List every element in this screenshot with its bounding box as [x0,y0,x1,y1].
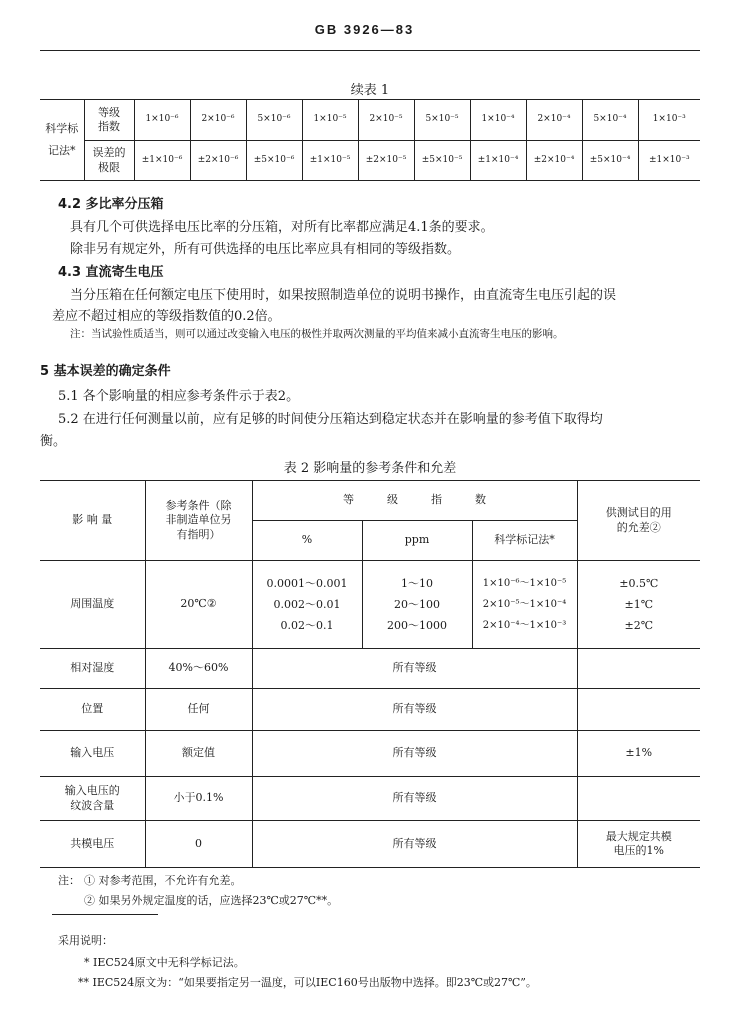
header-influence: 影 响 量 [40,481,145,561]
input-voltage-reference: 额定值 [145,731,252,777]
ripple-grades: 所有等级 [252,777,577,821]
table1-caption: 续表 1 [350,83,390,98]
limit-cell: ±1×10⁻⁵ [302,141,358,181]
limit-cell: ±1×10⁻⁴ [470,141,526,181]
section-4-2-title: 4.2 多比率分压箱 [58,197,164,212]
humidity-name: 相对湿度 [40,649,145,689]
input-voltage-grades: 所有等级 [252,731,577,777]
limit-cell: ±2×10⁻⁵ [358,141,414,181]
header-rule [40,50,700,51]
position-tolerance [577,689,700,731]
standard-code-header: GB 3926—83 [314,22,415,37]
header-scientific: 科学标记法* [472,521,577,561]
grade-cell: 1×10⁻³ [638,100,700,141]
common-mode-name: 共模电压 [40,821,145,868]
section-5-2-line-2: 衡。 [40,434,67,449]
table1-row-label: 科学标 记法* [40,100,84,181]
table2-caption: 表 2 影响量的参考条件和允差 [283,461,457,476]
header-percent: % [252,521,362,561]
header-ppm: ppm [362,521,472,561]
humidity-grades: 所有等级 [252,649,577,689]
section-5-title: 5 基本误差的确定条件 [40,364,171,379]
ripple-tolerance [577,777,700,821]
section-5-2-line-1: 5.2 在进行任何测量以前，应有足够的时间使分压箱达到稳定状态并在影响量的参考值下取得均 [58,412,603,427]
limit-cell: ±5×10⁻⁶ [246,141,302,181]
adoption-note-1: * IEC524原文中无科学标记法。 [84,956,245,969]
grade-cell: 2×10⁻⁵ [358,100,414,141]
humidity-tolerance [577,649,700,689]
limit-cell: ±1×10⁻³ [638,141,700,181]
section-4-2-para-1: 具有几个可供选择电压比率的分压箱，对所有比率都应满足4.1条的要求。 [70,220,494,235]
header-reference: 参考条件（除 非制造单位另 有指明） [145,481,252,561]
temperature-reference: 20℃② [145,561,252,649]
adoption-notes-title: 采用说明： [58,934,113,947]
grade-cell: 5×10⁻⁶ [246,100,302,141]
grade-cell: 1×10⁻⁶ [134,100,190,141]
section-4-3-para-line-2: 差应不超过相应的等级指数值的0.2倍。 [52,309,281,324]
position-name: 位置 [40,689,145,731]
grade-cell: 2×10⁻⁶ [190,100,246,141]
humidity-reference: 40%～60% [145,649,252,689]
error-limit-label: 误差的 极限 [84,141,134,181]
limit-cell: ±2×10⁻⁶ [190,141,246,181]
limit-cell: ±1×10⁻⁶ [134,141,190,181]
position-grades: 所有等级 [252,689,577,731]
table2-note-2: ② 如果另外规定温度的话，应选择23℃或27℃**。 [84,894,339,907]
temperature-scientific: 1×10⁻⁶～1×10⁻⁵ 2×10⁻⁵～1×10⁻⁴ 2×10⁻⁴～1×10⁻³ [472,561,577,649]
limit-cell: ±5×10⁻⁵ [414,141,470,181]
grade-cell: 2×10⁻⁴ [526,100,582,141]
grade-label: 等级 指数 [84,100,134,141]
grade-cell: 1×10⁻⁵ [302,100,358,141]
section-4-2-para-2: 除非另有规定外，所有可供选择的电压比率应具有相同的等级指数。 [70,242,461,257]
temperature-tolerance: ±0.5℃ ±1℃ ±2℃ [577,561,700,649]
footnote-rule [52,914,158,915]
input-voltage-name: 输入电压 [40,731,145,777]
table2-notes-label: 注： [58,874,80,887]
ripple-name: 输入电压的 纹波含量 [40,777,145,821]
grade-cell: 5×10⁻⁵ [414,100,470,141]
temperature-ppm: 1～10 20～100 200～1000 [362,561,472,649]
position-reference: 任何 [145,689,252,731]
header-grade-index: 等 级 指 数 [252,481,577,521]
grade-cell: 1×10⁻⁴ [470,100,526,141]
ripple-reference: 小于0.1% [145,777,252,821]
grade-cell: 5×10⁻⁴ [582,100,638,141]
table2-influence-quantities [40,480,700,868]
limit-cell: ±2×10⁻⁴ [526,141,582,181]
section-5-1: 5.1 各个影响量的相应参考条件示于表2。 [58,389,300,404]
section-4-3-title: 4.3 直流寄生电压 [58,265,164,280]
table2-note-1: ① 对参考范围，不允许有允差。 [84,874,242,887]
common-mode-grades: 所有等级 [252,821,577,868]
input-voltage-tolerance: ±1% [577,731,700,777]
header-tolerance: 供测试目的用 的允差② [577,481,700,561]
section-4-3-note: 注：当试验性质适当，则可以通过改变输入电压的极性并取两次测量的平均值来减小直流寄生电压的影响。 [70,328,564,340]
temperature-name: 周围温度 [40,561,145,649]
common-mode-tolerance: 最大规定共模 电压的1% [577,821,700,868]
common-mode-reference: 0 [145,821,252,868]
temperature-percent: 0.0001～0.001 0.002～0.01 0.02～0.1 [252,561,362,649]
adoption-note-2: ** IEC524原文为：“如果要指定另一温度，可以IEC160号出版物中选择。即23℃或27℃”。 [78,976,537,989]
table1-continued [40,99,700,181]
section-4-3-para-line-1: 当分压箱在任何额定电压下使用时，如果按照制造单位的说明书操作，由直流寄生电压引起的误 [70,288,617,303]
limit-cell: ±5×10⁻⁴ [582,141,638,181]
